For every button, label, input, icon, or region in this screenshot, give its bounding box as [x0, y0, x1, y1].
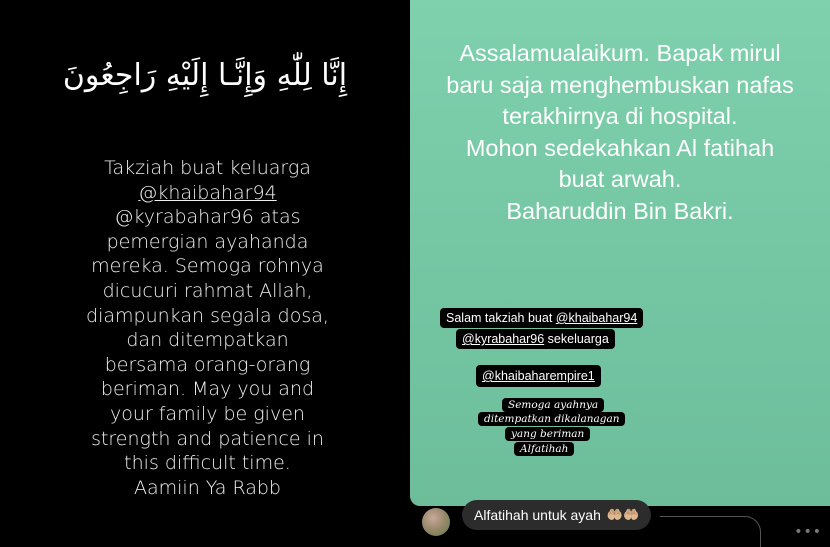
- condolence-line: Takziah buat keluarga: [104, 157, 311, 179]
- more-icon[interactable]: •••: [794, 524, 822, 540]
- condolence-line: dan ditempatkan: [126, 329, 289, 352]
- tag-text: sekeluarga: [544, 332, 609, 346]
- mention-link[interactable]: @khaibahar94: [138, 181, 277, 204]
- arabic-verse: إِنَّا لِلّٰهِ وَإِنَّـا إِلَيْهِ رَاجِعُونَ: [62, 58, 348, 93]
- condolence-line: beriman. May you and: [100, 378, 315, 401]
- praying-hands-icon: 🤲🏼🤲🏼: [606, 507, 640, 522]
- mention-link[interactable]: @khaibaharempire1: [482, 369, 595, 383]
- announcement-line: Assalamualaikum. Bapak mirul: [459, 40, 781, 66]
- announcement-line: buat arwah.: [558, 166, 682, 192]
- mention-line[interactable]: @kyrabahar96 atas: [114, 206, 301, 229]
- condolence-line: this difficult time.: [124, 452, 291, 475]
- condolence-message: [75, 156, 340, 500]
- condolence-line: bersama orang-orang: [104, 353, 311, 376]
- condolence-line: diampunkan segala dosa,: [86, 304, 329, 327]
- avatar[interactable]: [422, 508, 450, 536]
- prayer-line: Alfatihah: [514, 442, 574, 456]
- condolence-line: strength and patience in: [91, 427, 324, 450]
- reply-input[interactable]: [660, 516, 761, 547]
- comment-bubble[interactable]: [462, 500, 651, 530]
- announcement-line: terakhirnya di hospital.: [502, 103, 738, 129]
- condolence-line: Aamiin Ya Rabb: [133, 476, 281, 499]
- announcement-text: [410, 38, 830, 227]
- comment-bar: [410, 506, 830, 540]
- prayer-line: Semoga ayahnya: [502, 398, 604, 412]
- prayer-line: ditempatkan dikalanagan: [478, 412, 625, 426]
- right-story-panel: [410, 0, 830, 506]
- left-story-panel: [0, 0, 410, 533]
- takziah-tag: [440, 308, 643, 328]
- condolence-line: pemergian ayahanda: [106, 230, 309, 253]
- prayer-line: yang beriman: [505, 427, 590, 441]
- condolence-line: your family be given: [110, 402, 305, 425]
- mention-link[interactable]: @khaibahar94: [555, 311, 638, 325]
- tag-text: Salam takziah buat: [446, 311, 556, 325]
- announcement-line: Baharuddin Bin Bakri.: [506, 197, 734, 224]
- comment-text: Alfatihah untuk ayah: [474, 507, 601, 523]
- announcement-line: baru saja menghembuskan nafas: [446, 71, 794, 98]
- condolence-line: dicucuri rahmat Allah,: [102, 279, 313, 302]
- mention-link[interactable]: @kyrabahar96: [462, 332, 545, 346]
- takziah-tag-line2: [456, 329, 615, 349]
- announcement-line: Mohon sedekahkan Al fatihah: [465, 134, 775, 161]
- condolence-line: mereka. Semoga rohnya: [91, 255, 324, 278]
- mention-sticker[interactable]: [476, 365, 601, 387]
